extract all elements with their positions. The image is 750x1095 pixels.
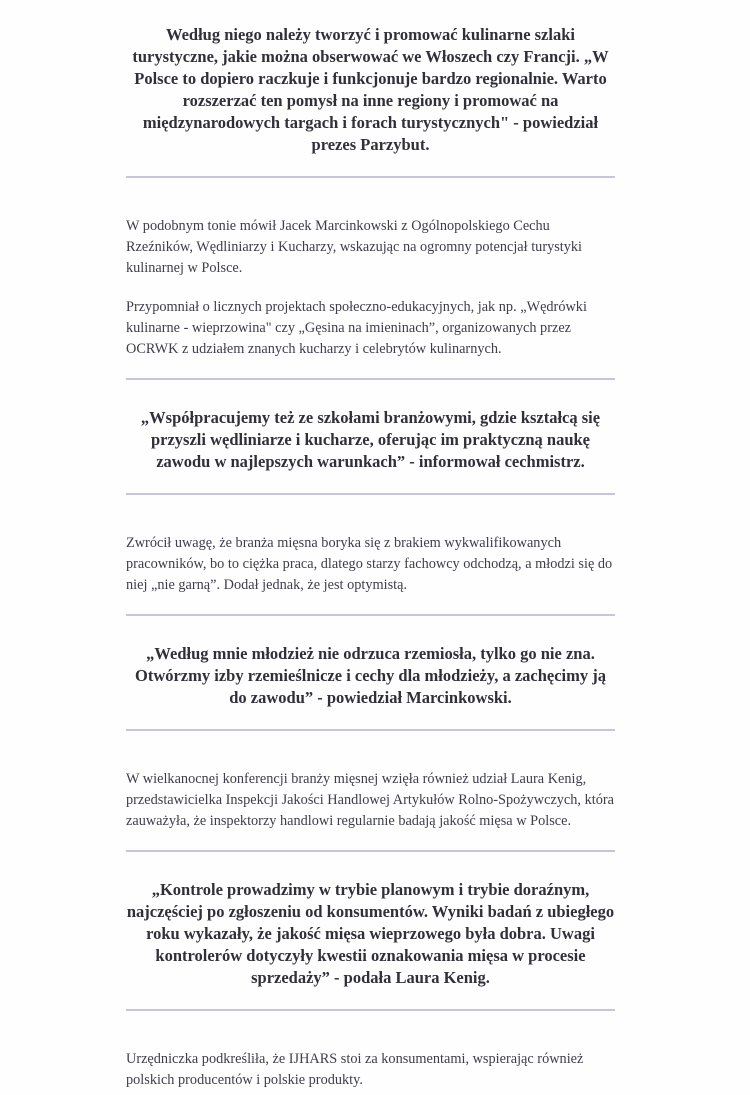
- pull-quote-parzybut: Według niego należy tworzyć i promować kulinarne szlaki turystyczne, jakie można obserwować we Włoszech czy Francji. „W Polsce to dopiero raczkuje i funkcjonuje bardzo regionalnie. Warto rozszerzać ten pomysł na inne regiony i promować na międzynarodowych targach i forach turystycznych" - powiedział prezes Parzybut.: [132, 25, 609, 154]
- section-divider: [126, 729, 615, 731]
- body-paragraph-projects: Przypomniał o licznych projektach społeczno-edukacyjnych, jak np. „Wędrówki kulinarne - wieprzowina" czy „Gęsina na imieninach”, organizowanych przez OCRWK z udziałem znanych kucharzy i celebrytów kulinarnych.: [126, 299, 587, 357]
- section-divider: [126, 850, 615, 852]
- body-paragraph-marcinkowski-intro: W podobnym tonie mówił Jacek Marcinkowski z Ogólnopolskiego Cechu Rzeźników, Wędliniarzy i Kucharzy, wskazując na ogromny potencjał turystyki kulinarnej w Polsce.: [126, 218, 583, 276]
- body-paragraph-kenig-intro: W wielkanocnej konferencji branży mięsnej wzięła również udział Laura Kenig, przedstawicielka Inspekcji Jakości Handlowej Artykułów Rolno-Spożywczych, która zauważyła, że inspektorzy handlowi regularnie badają jakość mięsa w Polsce.: [126, 771, 614, 829]
- pull-quote-cechmistrz: „Współpracujemy też ze szkołami branżowymi, gdzie kształcą się przyszli wędliniarze i kucharze, oferując im praktyczną naukę zawodu w najlepszych warunkach” - informował cechmistrz.: [140, 408, 601, 471]
- body-paragraph-workforce: Zwrócił uwagę, że branża mięsna boryka się z brakiem wykwalifikowanych pracowników, bo to ciężka praca, dlatego starzy fachowcy odchodzą, a młodzi się do niej „nie garną”. Dodał jednak, że jest optymistą.: [126, 535, 613, 593]
- section-divider: [126, 378, 615, 380]
- section-divider: [126, 614, 615, 616]
- section-divider: [126, 1009, 615, 1011]
- body-paragraph-ijhars: Urzędniczka podkreśliła, że IJHARS stoi za konsumentami, wspierając również polskich producentów i polskie produkty.: [126, 1051, 584, 1088]
- article-body: [126, 0, 615, 1091]
- pull-quote-marcinkowski: „Według mnie młodzież nie odrzuca rzemiosła, tylko go nie zna. Otwórzmy izby rzemieślnicze i cechy dla młodzieży, a zachęcimy ją do zawodu” - powiedział Marcinkowski.: [134, 644, 606, 707]
- section-divider: [126, 493, 615, 495]
- section-divider: [126, 176, 615, 178]
- pull-quote-kenig: „Kontrole prowadzimy w trybie planowym i trybie doraźnym, najczęściej po zgłoszeniu od konsumentów. Wyniki badań z ubiegłego roku wykazały, że jakość mięsa wieprzowego była dobra. Uwagi kontrolerów dotyczyły kwestii oznakowania mięsa w procesie sprzedaży” - podała Laura Kenig.: [126, 880, 615, 987]
